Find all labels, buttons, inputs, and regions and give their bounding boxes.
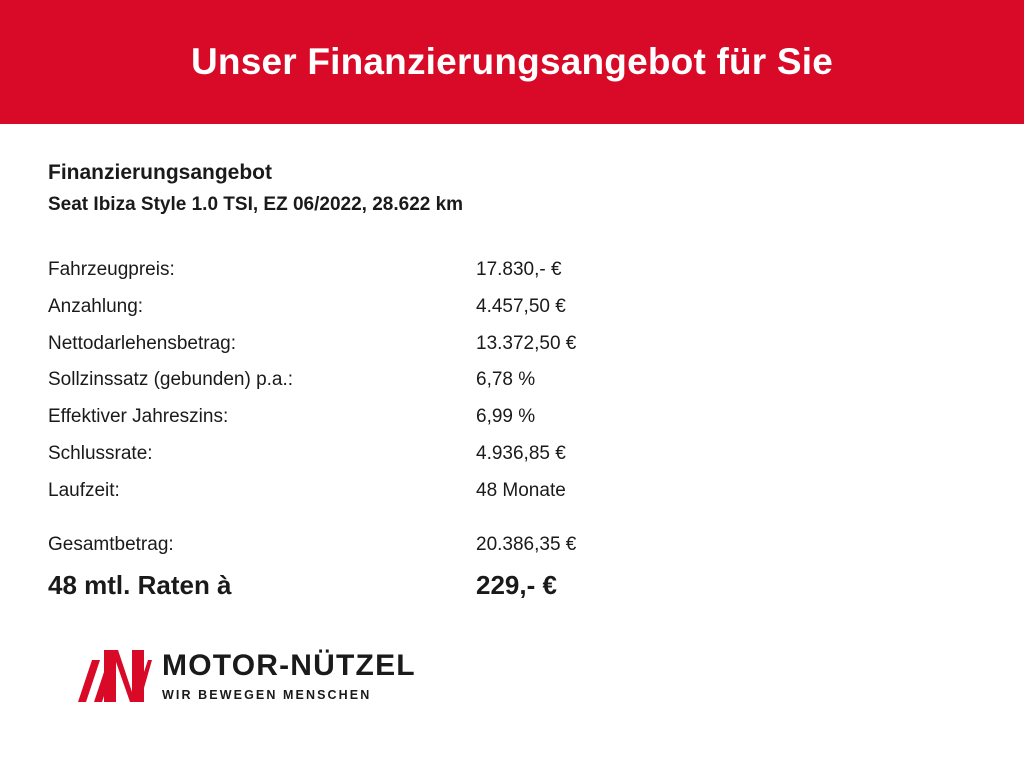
detail-value: 4.457,50 € (476, 295, 566, 317)
offer-heading: Finanzierungsangebot (48, 161, 273, 184)
totals-section (48, 534, 1024, 601)
total-amount-label: Gesamtbetrag: (48, 533, 174, 555)
detail-label: Effektiver Jahreszins: (48, 406, 229, 428)
monthly-rate-row (48, 570, 1024, 601)
detail-value: 17.830,- € (476, 258, 562, 280)
detail-value: 6,99 % (476, 406, 536, 428)
total-amount-value: 20.386,35 € (476, 533, 577, 555)
logo-text (162, 648, 416, 702)
table-row (48, 480, 576, 517)
logo-tagline: WIR BEWEGEN MENSCHEN (162, 687, 372, 702)
monthly-rate-value: 229,- € (476, 569, 557, 600)
dealer-logo (78, 648, 416, 704)
table-row (48, 296, 576, 333)
total-amount-row (48, 534, 1024, 556)
vehicle-description: Seat Ibiza Style 1.0 TSI, EZ 06/2022, 28.622 km (48, 194, 464, 216)
detail-label: Anzahlung: (48, 295, 144, 317)
detail-value: 6,78 % (476, 369, 536, 391)
table-row (48, 443, 576, 480)
offer-content (0, 124, 1024, 601)
logo-wordmark: MOTOR-NÜTZEL (162, 648, 416, 682)
detail-value: 13.372,50 € (476, 332, 577, 354)
detail-value: 4.936,85 € (476, 442, 566, 464)
page-title: Unser Finanzierungsangebot für Sie (190, 40, 834, 82)
detail-label: Nettodarlehensbetrag: (48, 332, 237, 354)
table-row (48, 369, 576, 406)
motor-nuetzel-n-logo-icon (78, 648, 152, 704)
detail-label: Sollzinssatz (gebunden) p.a.: (48, 369, 294, 391)
detail-label: Schlussrate: (48, 442, 153, 464)
table-row (48, 333, 576, 370)
header-banner (0, 0, 1024, 124)
finance-details-table (48, 259, 576, 517)
detail-label: Laufzeit: (48, 479, 120, 501)
monthly-rate-label: 48 mtl. Raten à (48, 569, 232, 600)
table-row (48, 259, 576, 296)
detail-value: 48 Monate (476, 479, 566, 501)
table-row (48, 406, 576, 443)
offer-headings (48, 158, 1024, 219)
detail-label: Fahrzeugpreis: (48, 258, 175, 280)
